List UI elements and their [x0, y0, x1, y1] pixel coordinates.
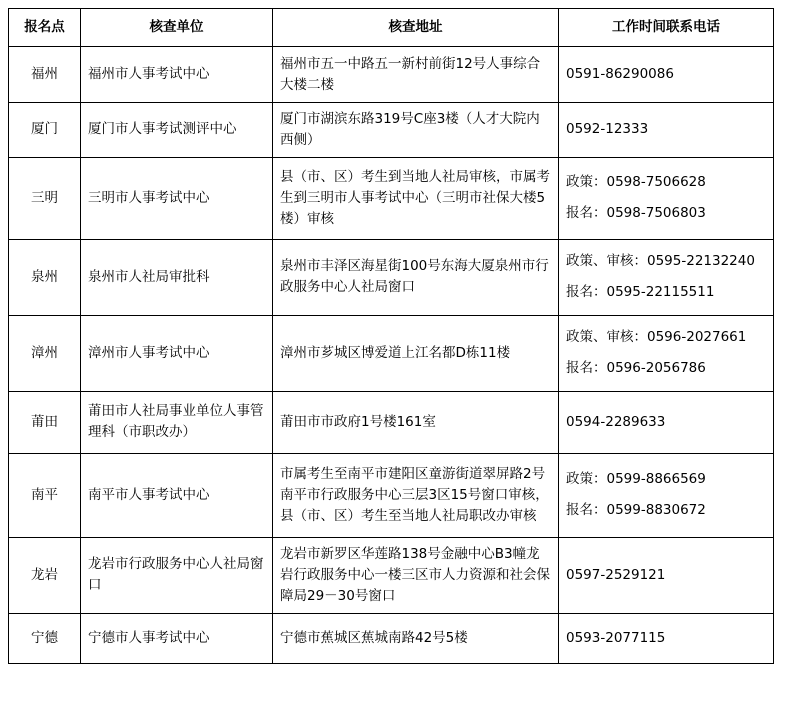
table-row — [9, 537, 774, 613]
cell-address: 泉州市丰泽区海星街100号东海大厦泉州市行政服务中心人社局窗口 — [273, 239, 559, 315]
cell-site: 厦门 — [9, 103, 81, 158]
cell-address: 市属考生至南平市建阳区童游街道翠屏路2号南平市行政服务中心三层3区15号窗口审核，县（市、区）考生至当地人社局职改办审核 — [273, 453, 559, 537]
table-row — [9, 47, 774, 103]
document-page — [0, 8, 805, 721]
phone-spacer — [566, 490, 766, 500]
column-header-unit: 核查单位 — [81, 9, 273, 47]
phone-spacer — [566, 193, 766, 203]
table-row — [9, 315, 774, 391]
phone-line: 0593-2077115 — [566, 629, 666, 646]
cell-unit: 南平市人事考试中心 — [81, 453, 273, 537]
cell-address: 漳州市芗城区博爱道上江名都D栋11楼 — [273, 315, 559, 391]
table-row — [9, 157, 774, 239]
table-row — [9, 613, 774, 663]
phone-spacer — [566, 348, 766, 358]
phone-line: 报名：0599-8830672 — [566, 502, 706, 519]
cell-site: 莆田 — [9, 391, 81, 453]
cell-address: 龙岩市新罗区华莲路138号金融中心B3幢龙岩行政服务中心一楼三区市人力资源和社会保障局29－30号窗口 — [273, 537, 559, 613]
cell-address: 宁德市蕉城区蕉城南路42号5楼 — [273, 613, 559, 663]
phone-line: 报名：0596-2056786 — [566, 360, 706, 377]
cell-site: 三明 — [9, 157, 81, 239]
cell-phone — [559, 315, 774, 391]
cell-unit: 福州市人事考试中心 — [81, 47, 273, 103]
cell-site: 龙岩 — [9, 537, 81, 613]
cell-address: 县（市、区）考生到当地人社局审核，市属考生到三明市人事考试中心（三明市社保大楼5楼）审核 — [273, 157, 559, 239]
table-row — [9, 453, 774, 537]
cell-address: 厦门市湖滨东路319号C座3楼（人才大院内西侧） — [273, 103, 559, 158]
cell-unit: 厦门市人事考试测评中心 — [81, 103, 273, 158]
phone-line: 报名：0595-22115511 — [566, 284, 715, 301]
cell-site: 福州 — [9, 47, 81, 103]
cell-phone — [559, 391, 774, 453]
cell-phone — [559, 239, 774, 315]
phone-line: 0592-12333 — [566, 121, 649, 138]
registration-sites-table — [8, 8, 774, 664]
cell-unit: 三明市人事考试中心 — [81, 157, 273, 239]
cell-phone — [559, 103, 774, 158]
cell-unit: 莆田市人社局事业单位人事管理科（市职改办） — [81, 391, 273, 453]
cell-unit: 龙岩市行政服务中心人社局窗口 — [81, 537, 273, 613]
cell-phone — [559, 453, 774, 537]
table-header — [9, 9, 774, 47]
column-header-site: 报名点 — [9, 9, 81, 47]
cell-site: 南平 — [9, 453, 81, 537]
table-header-row — [9, 9, 774, 47]
phone-line: 政策：0599-8866569 — [566, 471, 706, 488]
phone-line: 0591-86290086 — [566, 66, 674, 83]
phone-line: 政策：0598-7506628 — [566, 174, 706, 191]
cell-address: 福州市五一中路五一新村前街12号人事综合大楼二楼 — [273, 47, 559, 103]
phone-line: 0594-2289633 — [566, 413, 666, 430]
cell-phone — [559, 157, 774, 239]
table-row — [9, 239, 774, 315]
table-row — [9, 391, 774, 453]
table-body — [9, 47, 774, 664]
cell-unit: 漳州市人事考试中心 — [81, 315, 273, 391]
column-header-phone: 工作时间联系电话 — [559, 9, 774, 47]
phone-line: 政策、审核：0595-22132240 — [566, 253, 755, 270]
phone-line: 报名：0598-7506803 — [566, 205, 706, 222]
phone-line: 0597-2529121 — [566, 566, 666, 583]
cell-phone — [559, 613, 774, 663]
cell-site: 漳州 — [9, 315, 81, 391]
column-header-address: 核查地址 — [273, 9, 559, 47]
phone-line: 政策、审核：0596-2027661 — [566, 329, 747, 346]
table-row — [9, 103, 774, 158]
cell-address: 莆田市市政府1号楼161室 — [273, 391, 559, 453]
cell-site: 泉州 — [9, 239, 81, 315]
phone-spacer — [566, 272, 766, 282]
cell-site: 宁德 — [9, 613, 81, 663]
cell-unit: 泉州市人社局审批科 — [81, 239, 273, 315]
cell-phone — [559, 537, 774, 613]
cell-unit: 宁德市人事考试中心 — [81, 613, 273, 663]
cell-phone — [559, 47, 774, 103]
